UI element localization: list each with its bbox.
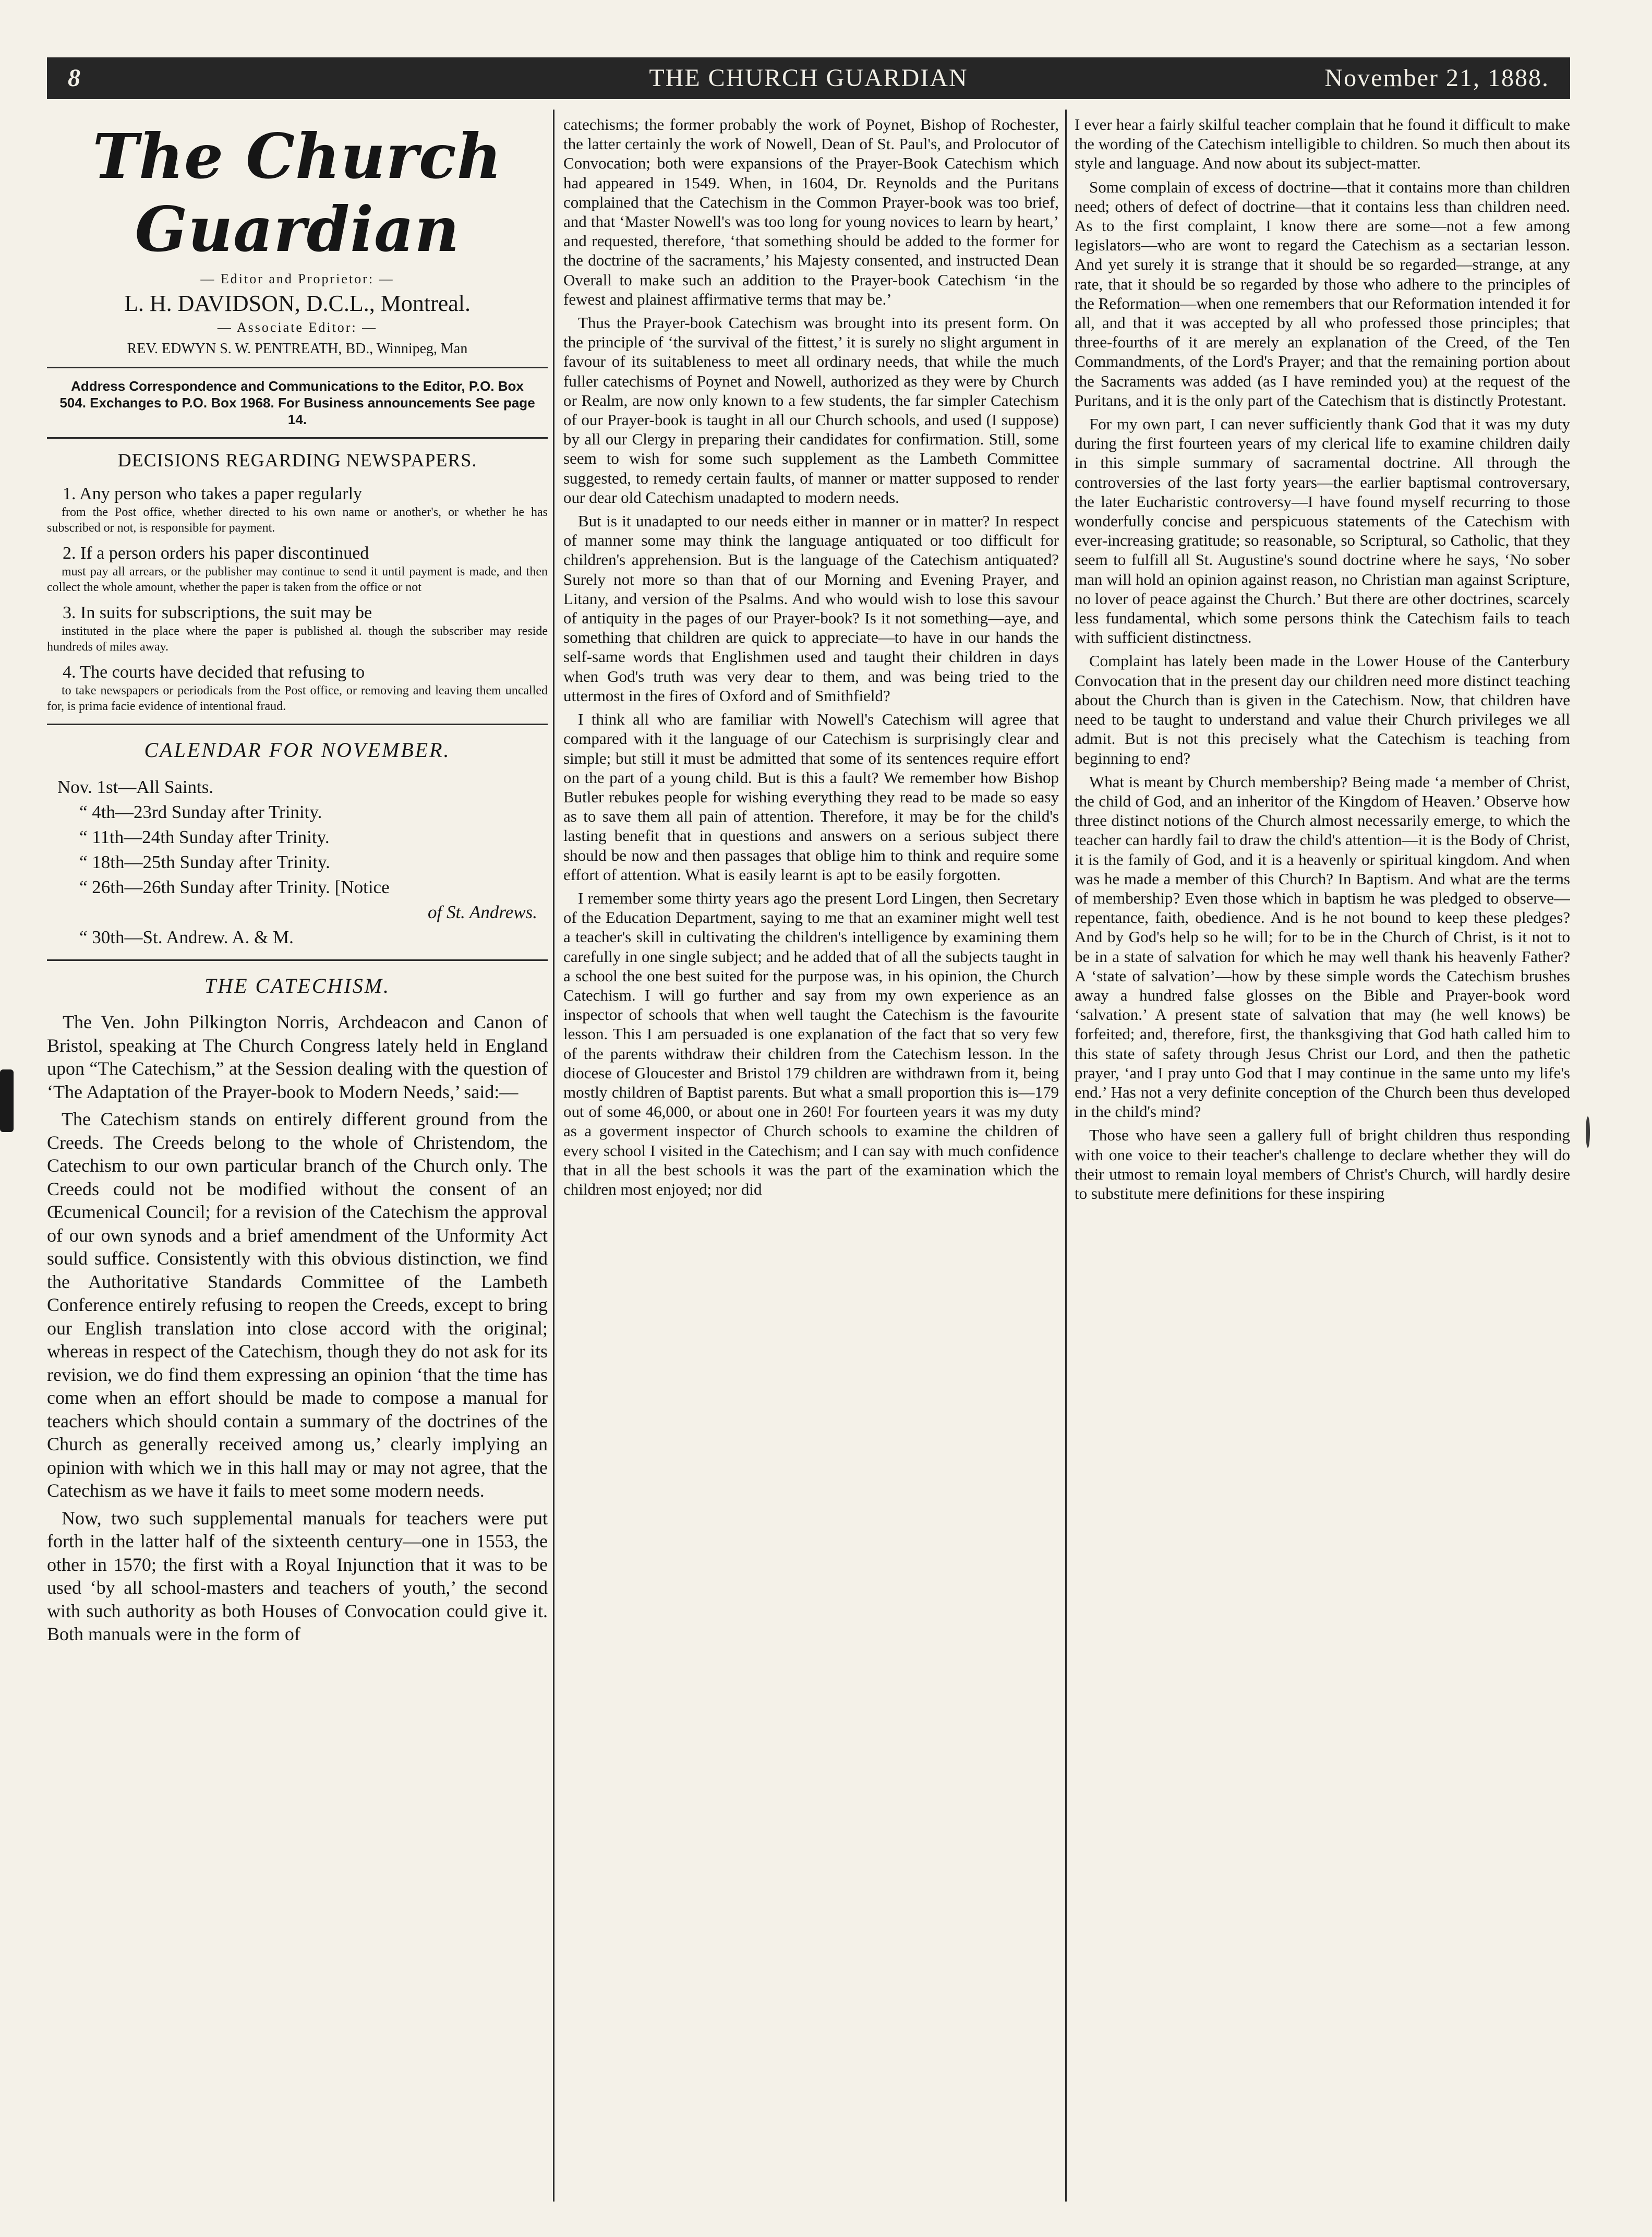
calendar-entry: “ 11th—24th Sunday after Trinity. xyxy=(79,827,330,847)
editor-label: — Editor and Proprietor: — xyxy=(200,271,394,286)
running-header xyxy=(47,57,1570,99)
column-rule-2 xyxy=(1065,110,1067,2202)
decision-text: to take newspapers or periodicals from the Post office, or removing and leaving them uncalled for, is prima facie evidence of intentional fraud. xyxy=(47,684,548,713)
article-paragraph: Now, two such supplemental manuals for teachers were put forth in the latter half of the sixteenth century—one in 1553, the other in 1570; the first with a Royal Injunction that it was to be used ‘by all school-masters and teachers of youth,’ the second with such authority as both Houses of Convocation could give it. Both manuals were in the form of xyxy=(47,1507,548,1644)
decision-text: instituted in the place where the paper is published al. though the subscriber may reside hundreds of miles away. xyxy=(47,624,548,654)
article-paragraph: But is it unadapted to our needs either in manner or in matter? In respect of manner some may think the language antiquated or too difficult for children's apprehension. But is the language of the Catechism antiquated? Surely not more so than that of our Morning and Evening Prayer, and Litany, and version of the Psalms. And who would wish to lose this savour of antiquity in the pages of our Prayer-book? Is it not something—aye, and something that children are quick to appreciate—to have in our hands the self-same words that Englishmen used and taught their children in days when God's truth was very dear to them, and was being tried to the uttermost in the fires of Oxford and of Smithfield? xyxy=(563,512,1059,705)
decision-item xyxy=(47,662,548,714)
article-paragraph: I remember some thirty years ago the present Lord Lingen, then Secretary of the Education Department, saying to me that an examiner might well test a teacher's skill in cultivating the children's intelligence by examining them carefully in one single subject; and he added that of all the subjects taught in a school the one best suited for the purpose was, in his opinion, the Church Catechism. I will go further and say from my own experience as an inspector of schools that when well taught the Catechism is the favourite lesson. This I am persuaded is one explanation of the fact that so very few of the parents withdraw their children from the Catechism lesson. In the diocese of Gloucester and Bristol 179 children are withdrawn from it, being mostly children of Baptist parents. But what a small proportion this is—179 out of some 46,000, or about one in 260! For fourteen years it was my duty as a goverment inspector of Church schools to examine the children of every school I visited in the Catechism; and I can say with much confidence that in all the best schools it was the part of the examination which the children most enjoyed; nor did xyxy=(563,888,1059,1198)
decision-lead: 3. In suits for subscriptions, the suit may be xyxy=(63,603,372,622)
column-3 xyxy=(1075,115,1570,2202)
article-paragraph: The Catechism stands on entirely different ground from the Creeds. The Creeds belong to the whole of Christendom, the Catechism to our own particular branch of the Church only. The Creeds could not be modified without the consent of an Œcumenical Council; for a revision of the Catechism the approval of our own synods and a brief amendment of the Unformity Act sould suffice. Consistently with this obvious distinction, we find the Authoritative Standards Committee of the Lambeth Conference entirely refusing to reopen the Creeds, except to bring our English translation into close accord with the original; whereas in respect of the Catechism, though they do not ask for its revision, we do find them expressing an opinion ‘that the time has come when an effort should be made to compose a manual for teachers which should contain a summary of the doctrines of the Church as generally received among us,’ clearly implying an opinion with which we in this hall may or may not agree, that the Catechism as we have it fails to meet some modern needs. xyxy=(47,1109,548,1501)
article-paragraph: Some complain of excess of doctrine—that it contains more than children need; others of defect of doctrine—that it contains less than children need. As to the first complaint, I know there are some—not a few among legislators—who are wont to regard the Catechism as a sectarian lesson. And yet surely it is strange that it should be so regarded—strange, at any rate, that it should be so regarded by those who adhere to the principles of the Reformation—when one remembers that our Reformation intended it for all, and that it was accepted by all who professed those principles; that three-fourths of it are merely an explanation of the Creed, of the Ten Commandments, of the Lord's Prayer; and that the remaining portion about the Sacraments was added (as I have reminded you) at the request of the Puritans, and it is the only part of the Catechism that is distinctly Protestant. xyxy=(1075,177,1570,410)
scan-speck xyxy=(1586,1116,1590,1148)
decision-lead: 2. If a person orders his paper discontinued xyxy=(63,544,369,563)
calendar-list xyxy=(57,775,548,950)
article-paragraph: The Ven. John Pilkington Norris, Archdeacon and Canon of Bristol, speaking at The Church Congress lately held in England upon “The Catechism,” at the Session dealing with the question of ‘The Adaptation of the Prayer-book to Modern Needs,’ said:— xyxy=(47,1012,548,1102)
article-paragraph: Those who have seen a gallery full of bright children thus responding with one voice to their teacher's challenge to declare whether they will do their utmost to remain loyal members of Christ's Church, will hardly desire to substitute mere definitions for these inspiring xyxy=(1075,1126,1570,1202)
article-heading: THE CATECHISM. xyxy=(204,974,391,997)
scan-blot xyxy=(0,1069,14,1132)
decision-item xyxy=(47,603,548,655)
calendar-entry: “ 30th—St. Andrew. A. & M. xyxy=(79,927,294,947)
associate-label: — Associate Editor: — xyxy=(217,320,378,335)
decision-lead: 1. Any person who takes a paper regularly xyxy=(63,484,363,503)
article-paragraph: Thus the Prayer-book Catechism was brought into its present form. On the principle of ‘the survival of the fittest,’ it is surely no slight argument in favour of its suitableness to meet all ordinary needs, that while the much fuller catechisms of Poynet and Nowell, authorized as they were by Church or Realm, are now only known to a few students, the far simpler Catechism of our Prayer-book is taught in all our Church schools, and used (I suppose) by all our Clergy in preparing their candidates for confirmation. Still, some seem to wish for some such supplement as the Lambeth Committee suggested, to remedy certain faults, of manner or matter supposed to render our dear old Catechism unadapted to modern needs. xyxy=(563,314,1059,507)
column-1 xyxy=(47,115,548,2202)
decisions-heading: DECISIONS REGARDING NEWSPAPERS. xyxy=(117,450,477,471)
article-paragraph: catechisms; the former probably the work of Poynet, Bishop of Rochester, the latter certainly the work of Nowell, Dean of St. Paul's, and Prolocutor of Convocation; both were expansions of the Prayer-Book Catechism which had appeared in 1549. When, in 1604, Dr. Reynolds and the Puritans complained that the Catechism in the Common Prayer-book was too brief, and that ‘Master Nowell's was too long for young novices to learn by heart,’ and requested, therefore, ‘that something should be added to the former for the doctrine of the sacraments,’ his Majesty consented, and instructed Dean Overall to make such an addition to the Prayer-book Catechism ‘in the fewest and plainest affirmative terms that may be.’ xyxy=(563,115,1059,308)
address-notice: Address Correspondence and Communications to the Editor, P.O. Box 504. Exchanges to P.O. Box 1968. For Business announcements See page 14. xyxy=(59,378,535,427)
calendar-heading: CALENDAR FOR NOVEMBER. xyxy=(144,738,451,762)
article-paragraph: I think all who are familiar with Nowell's Catechism will agree that compared with it the language of our Catechism is surprisingly clear and simple; but still it must be admitted that some of its sentences require effort on the part of a young child. But is this a fault? We remember how Bishop Butler rebukes people for wishing everything they read to be made so easy as to save them all pain of attention. Therefore, it may be for the child's lasting benefit that in questions and answers on a serious subject there should be now and then passages that oblige him to think and require some effort of attention. What is easily learnt is apt to be easily forgotten. xyxy=(563,710,1059,884)
decision-text: must pay all arrears, or the publisher may continue to send it until payment is made, and then collect the whole amount, whether the paper is taken from the office or not xyxy=(47,565,548,594)
article-paragraph: Complaint has lately been made in the Lower House of the Canterbury Convocation that in the present day our children need more distinct teaching about the Church than is given in the Catechism. Now, that children have need to be taught to understand and value their Church privileges we all admit. But is not this precisely what the Catechism is teaching from beginning to end? xyxy=(1075,652,1570,767)
decision-item xyxy=(47,543,548,595)
divider xyxy=(47,724,548,725)
editor-name: L. H. DAVIDSON, D.C.L., Montreal. xyxy=(124,291,471,316)
column-rule-1 xyxy=(553,110,554,2202)
column-2 xyxy=(563,115,1059,2202)
page-number: 8 xyxy=(68,64,81,92)
article-body-col1 xyxy=(47,1011,548,1646)
newspaper-page xyxy=(47,57,1570,2207)
article-paragraph: What is meant by Church membership? Being made ‘a member of Christ, the child of God, and an inheritor of the Kingdom of Heaven.’ Observe how three distinct notions of the Church almost necessarily emerge, to which the teacher can hardly fail to draw the child's attention—it is the Body of Christ, it is the family of God, and it is a heavenly or spiritual kingdom. And when was he made a member of this Church? In Baptism. And what are the terms of membership? Even those which in baptism he was pledged to observe—repentance, faith, obedience. And is he not bound to keep these pledges? And by God's help so he will; for to be in the Church of Christ, is it not to be in a state of salvation for which he may well thank his heavenly Father? A ‘state of salvation’—how by these simple words the Catechism brushes away a hundred false glosses on the Bible and Prayer-book word ‘salvation.’ A present state of salvation that may (he well knows) be forfeited; and, therefore, first, the thanksgiving that God hath called him to this state of safety through Jesus Christ our Lord, and then the pathetic prayer, ‘and I pray unto God that I may continue in the same unto my life's end.’ Has not a very definite conception of the Church been thus developed in the child's mind? xyxy=(1075,772,1570,1121)
associate-name: REV. EDWYN S. W. PENTREATH, BD., Winnipeg, Man xyxy=(127,341,468,357)
divider xyxy=(47,367,548,368)
issue-date: November 21, 1888. xyxy=(1324,64,1549,92)
decision-text: from the Post office, whether directed to his own name or another's, or whether he has subscribed or not, is responsible for payment. xyxy=(47,506,548,535)
calendar-entry: Nov. 1st—All Saints. xyxy=(57,777,214,797)
decision-lead: 4. The courts have decided that refusing to xyxy=(63,663,365,682)
decision-item xyxy=(47,484,548,536)
masthead-title: The Church Guardian xyxy=(92,120,502,266)
calendar-entry: of St. Andrews. xyxy=(427,902,537,922)
divider xyxy=(47,437,548,439)
calendar-entry: “ 26th—26th Sunday after Trinity. [Notice xyxy=(79,877,390,897)
article-paragraph: I ever hear a fairly skilful teacher complain that he found it difficult to make the wording of the Catechism intelligible to children. So much then about its style and language. And now about its subject-matter. xyxy=(1075,115,1570,173)
calendar-entry: “ 18th—25th Sunday after Trinity. xyxy=(79,852,330,872)
running-title: THE CHURCH GUARDIAN xyxy=(649,64,968,92)
calendar-entry: “ 4th—23rd Sunday after Trinity. xyxy=(79,802,322,822)
article-paragraph: For my own part, I can never sufficiently thank God that it was my duty during the first fourteen years of my clerical life to examine children daily in this simple summary of sacramental doctrine. All through the controversies of the last forty years—the earlier baptismal controversary, the later Eucharistic controversy—I have found myself recurring to those wonderfully concise and perspicuous statements of the Catechism with ever-increasing gratitude; so reasonable, so Scriptural, so Catholic, that they seem to fulfill all St. Augustine's sound doctrine where he says, ‘No sober man will hold an opinion against reason, no Christian man against Scripture, no lover of peace against the Church.’ But there are other doctrines, scarcely less fundamental, which some persons think the Catechism fails to teach with sufficient distinctness. xyxy=(1075,415,1570,647)
divider xyxy=(47,959,548,961)
